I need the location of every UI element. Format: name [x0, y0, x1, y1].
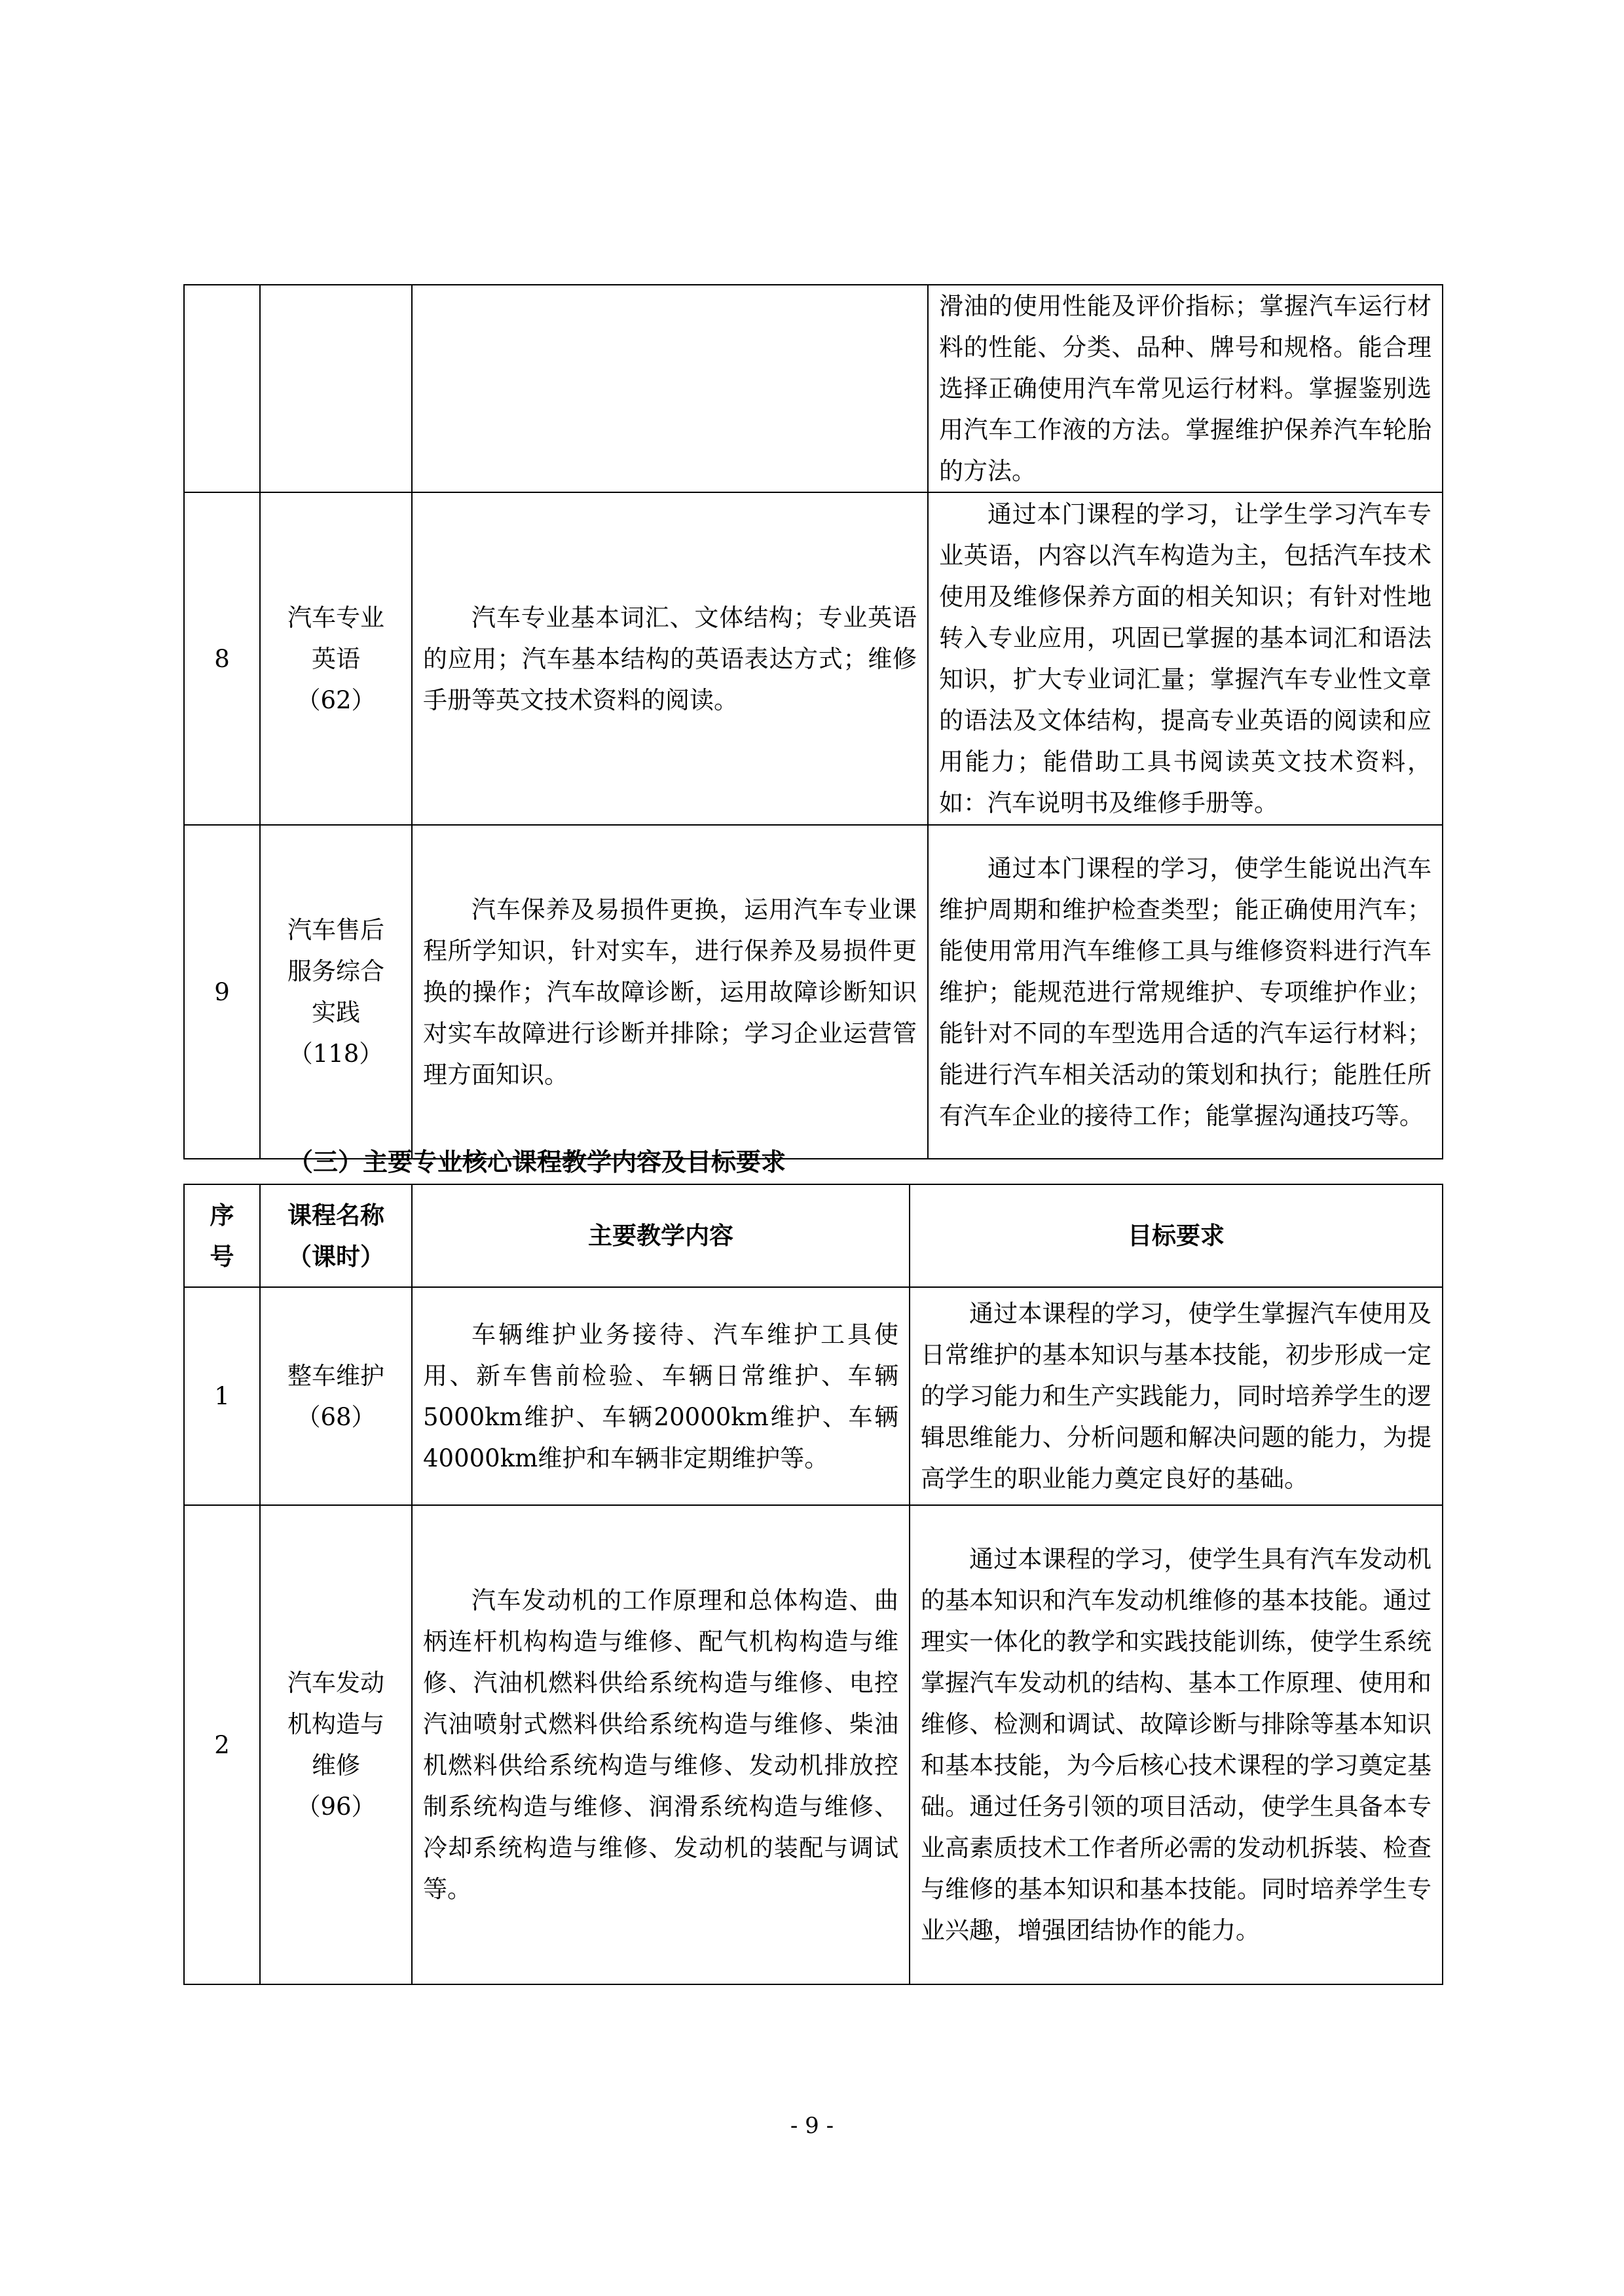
course-table-continued: [183, 284, 1443, 1159]
header-goal: 目标要求: [910, 1184, 1443, 1287]
header-number: [184, 1184, 260, 1287]
course-goal: 通过本课程的学习，使学生具有汽车发动机的基本知识和汽车发动机维修的基本技能。通过理实一体化的教学和实践技能训练，使学生系统掌握汽车发动机的结构、基本工作原理、使用和维修、检测和调试、故障诊断与排除等基本知识和基本技能，为今后核心技术课程的学习奠定基础。通过任务引领的项目活动，使学生具备本专业高素质技术工作者所必需的发动机拆装、检查与维修的基本知识和基本技能。同时培养学生专业兴趣，增强团结协作的能力。: [910, 1505, 1443, 1984]
table-row: [184, 492, 1443, 825]
page-number: - 9 -: [790, 2113, 834, 2139]
table-row: [184, 1505, 1443, 1984]
course-name-line: 整车维护: [287, 1361, 384, 1390]
course-name-line: 汽车发动: [287, 1669, 384, 1697]
table-row: [184, 825, 1443, 1159]
header-course-name: [260, 1184, 412, 1287]
course-name: [260, 1287, 412, 1505]
table-row: [184, 285, 1443, 492]
course-content: 汽车保养及易损件更换，运用汽车专业课程所学知识，针对实车，进行保养及易损件更换的操作；汽车故障诊断，运用故障诊断知识对实车故障进行诊断并排除；学习企业运营管理方面知识。: [412, 825, 928, 1159]
course-name: [260, 285, 412, 492]
course-number: [184, 285, 260, 492]
course-goal: 滑油的使用性能及评价指标；掌握汽车运行材料的性能、分类、品种、牌号和规格。能合理选择正确使用汽车常见运行材料。掌握鉴别选用汽车工作液的方法。掌握维护保养汽车轮胎的方法。: [928, 285, 1443, 492]
course-number: 1: [184, 1287, 260, 1505]
header-course-name-line: 课程名称: [287, 1200, 384, 1230]
course-content: 汽车发动机的工作原理和总体构造、曲柄连杆机构构造与维修、配气机构构造与维修、汽油机燃料供给系统构造与维修、电控汽油喷射式燃料供给系统构造与维修、柴油机燃料供给系统构造与维修、发动机排放控制系统构造与维修、润滑系统构造与维修、冷却系统构造与维修、发动机的装配与调试等。: [412, 1505, 910, 1984]
header-number-line: 号: [210, 1241, 234, 1271]
course-number: 2: [184, 1505, 260, 1984]
course-name-line: （68）: [296, 1402, 376, 1431]
course-name-line: （96）: [296, 1793, 376, 1821]
table-row: [184, 1287, 1443, 1505]
course-goal: 通过本门课程的学习，使学生能说出汽车维护周期和维护检查类型；能正确使用汽车；能使用常用汽车维修工具与维修资料进行汽车维护；能规范进行常规维护、专项维护作业；能针对不同的车型选用合适的汽车运行材料；能进行汽车相关活动的策划和执行；能胜任所有汽车企业的接待工作；能掌握沟通技巧等。: [928, 825, 1443, 1159]
course-name-line: 实践: [312, 998, 360, 1027]
course-goal: 通过本门课程的学习，让学生学习汽车专业英语，内容以汽车构造为主，包括汽车技术使用及维修保养方面的相关知识；有针对性地转入专业应用，巩固已掌握的基本词汇和语法知识，扩大专业词汇量；掌握汽车专业性文章的语法及文体结构，提高专业英语的阅读和应用能力；能借助工具书阅读英文技术资料，如：汽车说明书及维修手册等。: [928, 492, 1443, 825]
header-content: 主要教学内容: [412, 1184, 910, 1287]
core-course-table: [183, 1184, 1443, 1985]
course-name-line: 英语: [312, 644, 360, 673]
course-name-line: 机构造与: [287, 1710, 384, 1738]
course-name-line: 汽车售后: [287, 916, 384, 944]
course-goal: 通过本课程的学习，使学生掌握汽车使用及日常维护的基本知识与基本技能，初步形成一定的学习能力和生产实践能力，同时培养学生的逻辑思维能力、分析问题和解决问题的能力，为提高学生的职业能力奠定良好的基础。: [910, 1287, 1443, 1505]
course-number: 9: [184, 825, 260, 1159]
course-name-line: 维修: [312, 1751, 360, 1779]
course-name-line: （118）: [288, 1040, 384, 1068]
course-name: [260, 1505, 412, 1984]
course-content: 车辆维护业务接待、汽车维护工具使用、新车售前检验、车辆日常维护、车辆5000km维护、车辆20000km维护、车辆40000km维护和车辆非定期维护等。: [412, 1287, 910, 1505]
course-name: [260, 825, 412, 1159]
section-heading: （三）主要专业核心课程教学内容及目标要求: [288, 1147, 786, 1176]
course-number: 8: [184, 492, 260, 825]
table-header-row: [184, 1184, 1443, 1287]
header-number-line: 序: [210, 1200, 234, 1230]
course-content: [412, 285, 928, 492]
course-name-line: 汽车专业: [287, 603, 384, 632]
course-content: 汽车专业基本词汇、文体结构；专业英语的应用；汽车基本结构的英语表达方式；维修手册等英文技术资料的阅读。: [412, 492, 928, 825]
course-name-line: 服务综合: [287, 957, 384, 985]
course-name: [260, 492, 412, 825]
header-course-name-line: （课时）: [287, 1241, 384, 1271]
course-name-line: （62）: [296, 685, 376, 714]
